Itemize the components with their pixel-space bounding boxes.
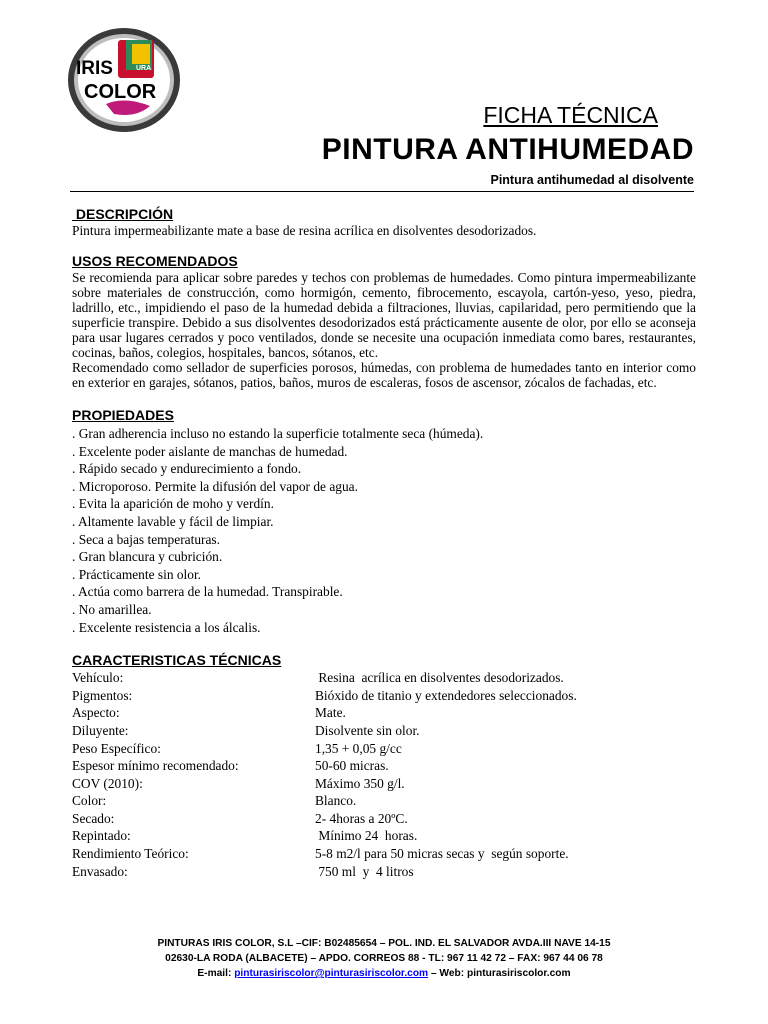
spec-value: 5-8 m2/l para 50 micras secas y según soporte. [315,846,569,862]
email-link[interactable]: pinturasiriscolor@pinturasiriscolor.com [234,968,429,979]
document-type: FICHA TÉCNICA [483,102,658,128]
company-logo [66,26,182,134]
section-heading-usos: USOS RECOMENDADOS [72,253,238,269]
section-heading-caracteristicas: CARACTERISTICAS TÉCNICAS [72,652,282,669]
spec-value: 750 ml y 4 litros [315,863,414,879]
table-row [72,845,577,863]
usos-paragraph-2: Recomendado como sellador de superficies porosos, húmedas, con problema de humedades tanto en interior como en exterior en garajes, sótanos, patios, baños, muros de escaleras, fosos de ascensor, zócalos de fachadas, etc. [72,360,696,390]
spec-value: Bióxido de titanio y extendedores seleccionados. [315,687,577,703]
footer-address-line: 02630-LA RODA (ALBACETE) – APDO. CORREOS 88 - TL: 967 11 42 72 – FAX: 967 44 06 78 [165,953,603,964]
list-item: . Microporoso. Permite la difusión del vapor de agua. [72,478,358,494]
list-item: . Prácticamente sin olor. [72,566,202,582]
table-row [72,863,577,881]
spec-value: 1,35 + 0,05 g/cc [315,740,402,756]
list-item: . Seca a bajas temperaturas. [72,531,220,547]
logo-tag: URA [136,65,152,72]
list-item: . Altamente lavable y fácil de limpiar. [72,513,274,529]
header-divider [70,191,694,192]
spec-key: Rendimiento Teórico: [72,846,189,862]
product-title: PINTURA ANTIHUMEDAD [321,133,694,166]
table-row [72,740,577,758]
spec-key: Peso Específico: [72,740,161,756]
spec-key: Diluyente: [72,722,129,738]
logo-text-color: COLOR [84,81,157,103]
spec-value: Máximo 350 g/l. [315,775,405,791]
spec-key: Color: [72,793,107,809]
spec-key: Espesor mínimo recomendado: [72,758,239,774]
logo-text-iris: IRIS [76,58,113,79]
spec-key: COV (2010): [72,775,143,791]
table-row [72,792,577,810]
table-row [72,669,577,687]
usos-paragraph-1: Se recomienda para aplicar sobre paredes y techos con problemas de humedades. Como pintura impermeabilizante sobre materiales de construcción, como hormigón, cemento, fibrocemento, escayola, cartón-yeso, yeso, piedra, ladrillo, etc., impidiendo el paso de la humedad debida a filtraciones, lluvias, capilaridad, pero permitiendo que la superficie transpire. Debido a sus disolventes desodorizados está prácticamente ausente de olor, por ello se aconseja para usar lugares cerrados y poco ventilados, donde se necesite una ocupación inmediata como bares, restaurantes, cocinas, baños, colegios, hospitales, bancos, sótanos, etc. [72,270,696,360]
propiedades-list [72,425,696,636]
section-heading-propiedades: PROPIEDADES [72,407,174,423]
spec-value: Disolvente sin olor. [315,722,420,738]
spec-value: 2- 4horas a 20ºC. [315,810,408,826]
table-row [72,722,577,740]
spec-value: Mínimo 24 horas. [315,828,418,844]
list-item: . Excelente poder aislante de manchas de humedad. [72,443,348,459]
web-address[interactable]: pinturasiriscolor.com [466,968,571,979]
list-item: . Actúa como barrera de la humedad. Transpirable. [72,584,343,600]
spec-key: Secado: [72,810,115,826]
descripcion-text: Pintura impermeabilizante mate a base de resina acrílica en disolventes desodorizados. [72,223,537,238]
spec-key: Pigmentos: [72,687,133,703]
list-item: . Evita la aparición de moho y verdín. [72,496,274,512]
table-row [72,775,577,793]
spec-value: Mate. [315,705,346,721]
spec-value: 50-60 micras. [315,758,389,774]
spec-value: Resina acrílica en disolventes desodorizados. [315,670,564,686]
specs-table [72,669,577,880]
list-item: . No amarillea. [72,601,152,617]
spec-key: Envasado: [72,863,128,879]
footer-contact-line [0,966,768,981]
document-body [72,206,696,880]
table-row [72,687,577,705]
web-label: – Web: [428,968,467,979]
table-row [72,810,577,828]
list-item: . Excelente resistencia a los álcalis. [72,619,261,635]
spec-key: Vehículo: [72,670,124,686]
list-item: . Gran adherencia incluso no estando la superficie totalmente seca (húmeda). [72,426,484,441]
table-row [72,757,577,775]
table-row [72,827,577,845]
section-heading-descripcion: DESCRIPCIÓN [72,206,174,222]
table-row [72,704,577,722]
list-item: . Gran blancura y cubrición. [72,549,223,565]
footer-company-line: PINTURAS IRIS COLOR, S.L –CIF: B02485654 – POL. IND. EL SALVADOR AVDA.III NAVE 14-15 [157,938,611,949]
spec-key: Aspecto: [72,705,120,721]
email-label: E-mail: [197,968,235,979]
spec-value: Blanco. [315,793,357,809]
spec-key: Repintado: [72,828,131,844]
footer [0,936,768,981]
list-item: . Rápido secado y endurecimiento a fondo. [72,461,302,477]
product-subtitle: Pintura antihumedad al disolvente [490,173,694,187]
